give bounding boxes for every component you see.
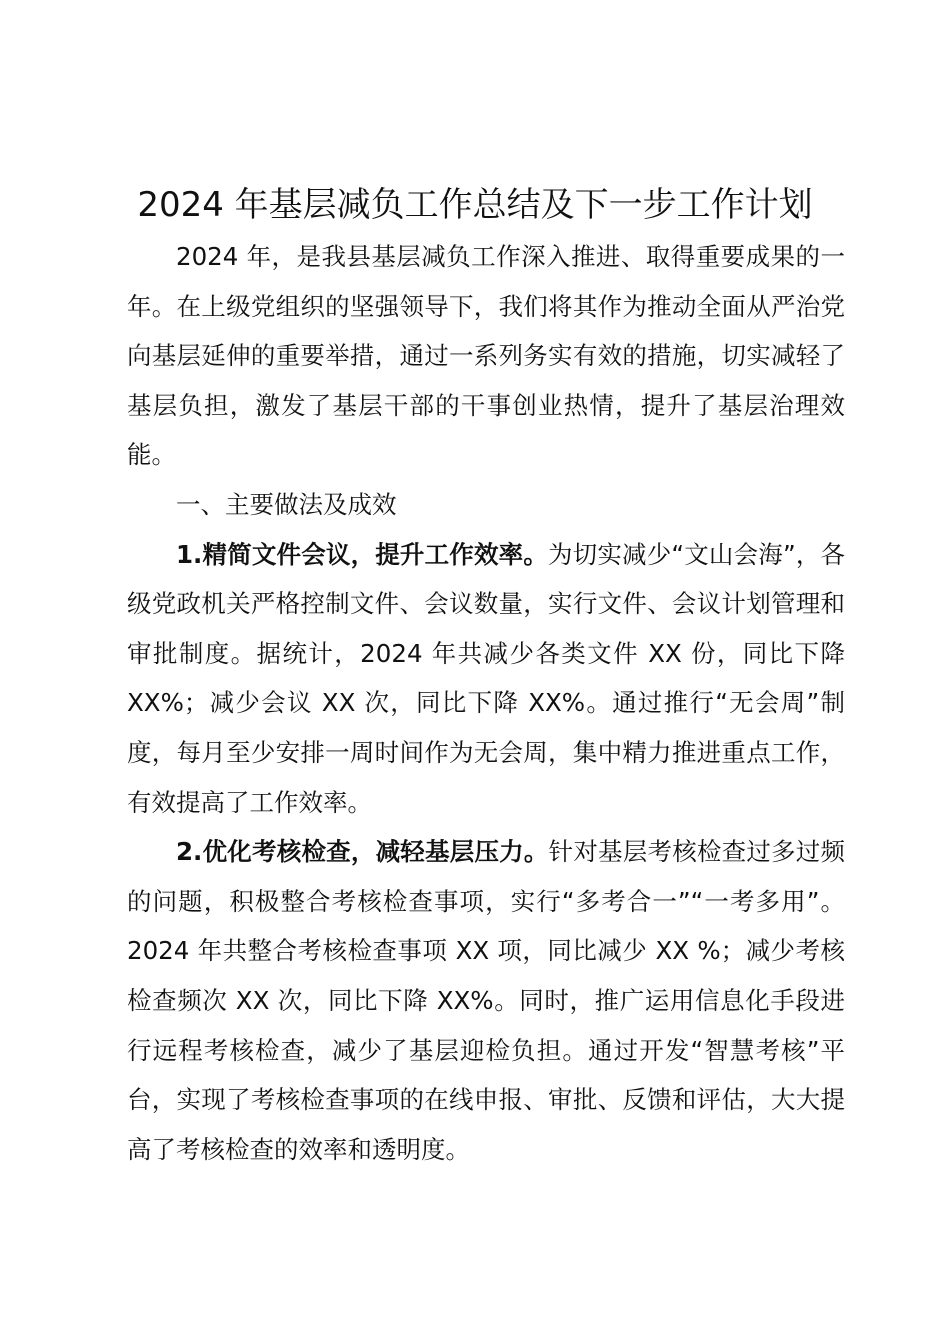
item-paragraph-2 [127,827,845,1174]
item-text-2: 针对基层考核检查过多过频的问题，积极整合考核检查事项，实行“多考合一”“一考多用”。2024 年共整合考核检查事项 XX 项，同比减少 XX %；减少考核检查频次 XX 次，同比下降 XX%。同时，推广运用信息化手段进行远程考核检查，减少了基层迎检负担。通过开发“智慧考核”平台，实现了考核检查事项的在线申报、审批、反馈和评估，大大提高了考核检查的效率和透明度。 [127,837,845,1164]
document-title: 2024 年基层减负工作总结及下一步工作计划 [137,185,813,225]
item-paragraph-1 [127,530,845,828]
section-heading: 一、主要做法及成效 [176,489,397,519]
item-lead-1: 1.精简文件会议，提升工作效率。 [176,539,548,569]
document-body [127,232,845,1174]
item-text-1: 为切实减少“文山会海”，各级党政机关严格控制文件、会议数量，实行文件、会议计划管理和审批制度。据统计，2024 年共减少各类文件 XX 份，同比下降 XX%；减少会议 XX 次，同比下降 XX%。通过推行“无会周”制度，每月至少安排一周时间作为无会周，集中精力推进重点工作，有效提高了工作效率。 [127,539,845,817]
item-lead-2: 2.优化考核检查，减轻基层压力。 [176,837,549,867]
intro-paragraph: 2024 年，是我县基层减负工作深入推进、取得重要成果的一年。在上级党组织的坚强领导下，我们将其作为推动全面从严治党向基层延伸的重要举措，通过一系列务实有效的措施，切实减轻了基层负担，激发了基层干部的干事创业热情，提升了基层治理效能。 [127,242,845,470]
